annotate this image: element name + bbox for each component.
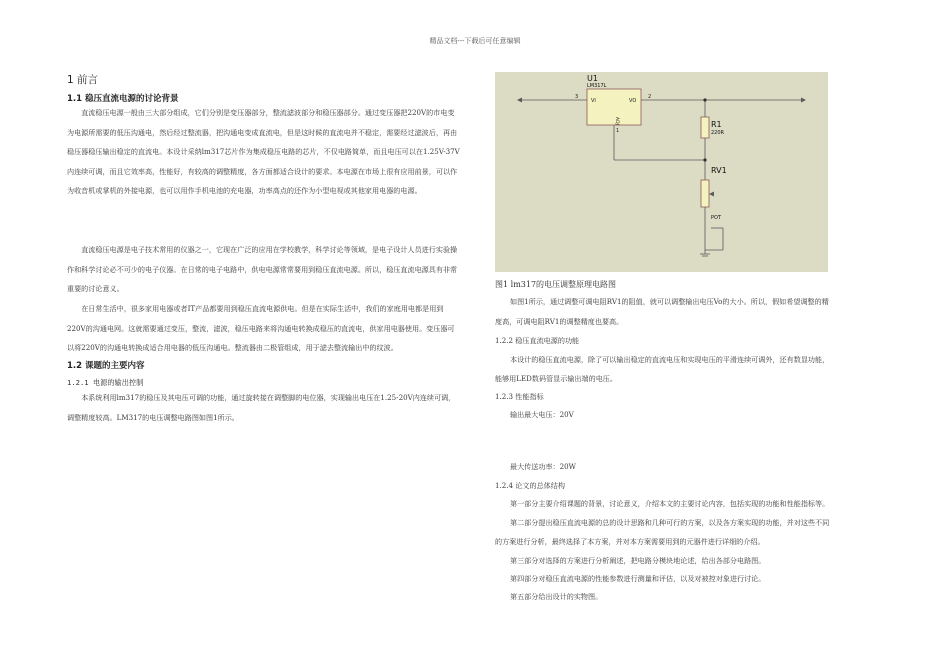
paragraph-4-text: 本系统利用lm317的稳压及其电压可调的功能，通过旋转接在调整脚的电位器，实现输出电压在1.25-20V内连续可调，调整精度较高。LM317的电压调整电路图如图1所示。 — [67, 393, 456, 422]
figure-caption: 图1 lm317的电压调整原理电路图 — [495, 280, 617, 289]
paragraph-4 — [67, 388, 461, 427]
subsection-heading-1-1: 1.1 稳压直流电源的讨论背景 — [67, 94, 179, 104]
spec-max-voltage: 输出最大电压：20V — [510, 410, 574, 419]
paragraph-5-line-1: 如图1所示，通过调整可调电阻RV1的阻值，就可以调整输出电压Vo的大小。所以，假如希望调整的精 — [510, 297, 829, 306]
section-heading-1: 1 前言 — [67, 74, 99, 86]
pin-2-label: 2 — [648, 94, 652, 100]
structure-part-2-line-2: 的方案进行分析，最终选择了本方案，并对本方案需要用到的元器件进行详细的介绍。 — [495, 537, 765, 546]
vi-pin-label: VI — [591, 98, 596, 104]
r1-label: R1 — [711, 120, 722, 129]
paragraph-3-text: 在日常生活中，很多家用电器或者IT产品都要用到稳压直流电源供电。但是在实际生活中，我们的家庭用电都是用到220V的沟通电网。这就需要通过变压，整流，滤波，稳压电路来将沟通电转换成稳压的直流电，供家用电器使用。变压器可以将220V的沟通电转换成适合用电器的低压沟通电。整流器由二极管组成，用于滤去整流输出中的纹波。 — [67, 304, 455, 353]
rv1-label: RV1 — [711, 166, 727, 175]
paragraph-6-line-1: 本设计的稳压直流电源，除了可以输出稳定的直流电压和实现电压的平滑连续可调外，还有数显功能， — [510, 355, 830, 364]
paragraph-2 — [67, 240, 461, 299]
subsection-heading-1-2-3: 1.2.3 性能指标 — [495, 392, 544, 401]
regulator-u1 — [587, 89, 641, 125]
u1-part-label: LM317L — [587, 83, 607, 89]
junction-dot — [703, 98, 706, 101]
input-arrow — [517, 98, 522, 103]
spec-max-power: 最大传送功率：20W — [510, 462, 576, 471]
structure-part-1: 第一部分主要介绍课题的背景，讨论意义，介绍本文的主要讨论内容，包括实现的功能和性能指标等。 — [510, 499, 830, 508]
pin-1-label: 1 — [616, 128, 620, 134]
circuit-diagram — [495, 72, 828, 272]
r1-value-label: 220R — [711, 130, 725, 136]
subsection-heading-1-2: 1.2 课题的主要内容 — [67, 361, 145, 371]
page-header: 精品文档---下载后可任意编辑 — [429, 37, 521, 45]
junction-dot — [703, 158, 706, 161]
vo-pin-label: VO — [629, 98, 637, 104]
output-arrow — [801, 98, 806, 103]
paragraph-3 — [67, 299, 461, 358]
wiper-arrow — [709, 192, 714, 197]
structure-part-5: 第五部分给出设计的实物图。 — [510, 592, 603, 601]
u1-label: U1 — [587, 74, 598, 83]
paragraph-6-line-2: 能够用LED数码管显示输出端的电压。 — [495, 374, 617, 383]
paragraph-5-line-2: 度高，可调电阻RV1的调整精度也要高。 — [495, 317, 624, 326]
subsection-heading-1-2-4: 1.2.4 论文的总体结构 — [495, 481, 565, 490]
pin-3-label: 3 — [575, 94, 579, 100]
structure-part-2-line-1: 第二部分提出稳压直流电源的总的设计思路和几种可行的方案，以及各方案实现的功能，并对这些不同 — [510, 518, 830, 527]
structure-part-4: 第四部分对稳压直流电源的性能参数进行测量和评估，以及对被控对象进行讨论。 — [510, 574, 766, 583]
adj-pin-label: ADJ — [614, 117, 619, 125]
pot-label: POT — [711, 215, 722, 221]
paragraph-1-text: 直流稳压电源一般由三大部分组成，它们分别是变压器部分，整流滤波部分和稳压器部分。通过变压器把220V的市电变为电源所需要的低压沟通电，然后经过整流器，把沟通电变成直流电，但是这时候的直流电并不稳定，需要经过滤波后，再由稳压器稳压输出稳定的直流电。本设计采纳lm317芯片作为集成稳压电路的芯片，不仅电路简单，而且电压可以在1.25V-37V内连续可调，而且它效率高，性能好，有较高的调整精度，各方面都适合设计的要求。本电源在市场上很有应用前景，可以作为收音机或掌机的外接电源，也可以用作手机电池的充电器，功率高点的还作为小型电视或其他家用电器的电源。 — [67, 108, 460, 196]
subsection-heading-1-2-2: 1.2.2 稳压直流电源的功能 — [495, 336, 580, 345]
circuit-svg — [495, 72, 828, 272]
paragraph-1 — [67, 103, 461, 201]
wires — [522, 100, 801, 256]
paragraph-2-text: 直流稳压电源是电子技术常用的仪器之一，它现在广泛的应用在学校教学，科学讨论等领域，是电子设计人员进行实验操作和科学讨论必不可少的电子仪器。在日常的电子电路中，供电电源常常要用到稳压直流电源。所以，稳压直流电源具有非常重要的讨论意义。 — [67, 245, 458, 294]
potentiometer-rv1 — [701, 180, 709, 207]
subsection-heading-1-2-1: 1.2.1 电源的输出控制 — [67, 378, 144, 387]
structure-part-3: 第三部分对选择的方案进行分析阐述，把电路分模块地论述，给出各部分电路图。 — [510, 556, 766, 565]
resistor-r1 — [701, 117, 709, 138]
